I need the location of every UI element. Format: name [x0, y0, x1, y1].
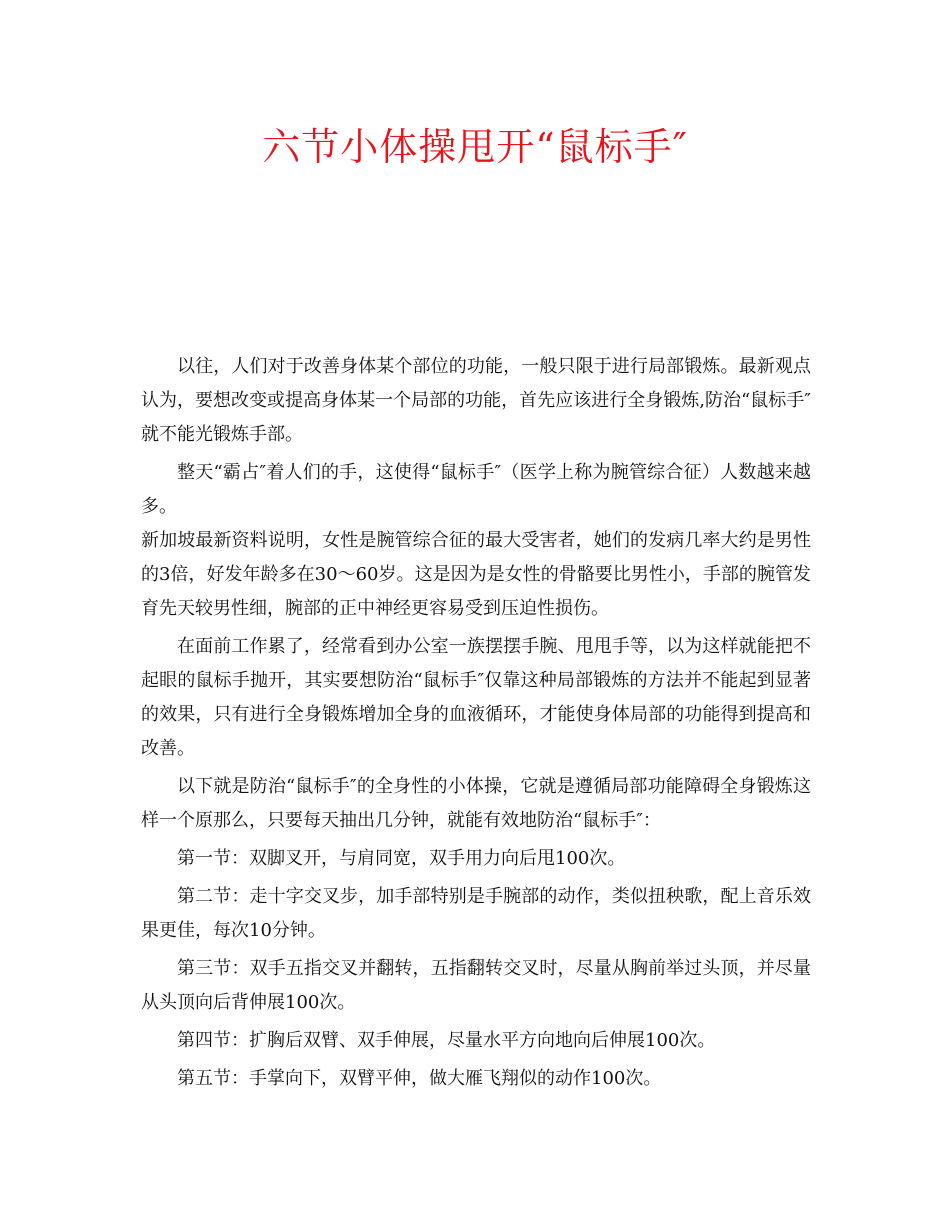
- paragraph-9: 第四节：扩胸后双臂、双手伸展，尽量水平方向地向后伸展100次。: [177, 1030, 716, 1051]
- paragraph-1: 以往，人们对于改善身体某个部位的功能，一般只限于进行局部锻炼。最新观点认为，要想改变或提高身体某一个局部的功能，首先应该进行全身锻炼,防治“鼠标手″就不能光锻炼手部。: [141, 356, 811, 445]
- paragraph-3: 新加坡最新资料说明，女性是腕管综合征的最大受害者，她们的发病几率大约是男性的3倍，好发年龄多在30～60岁。这是因为是女性的骨骼要比男性小，手部的腕管发育先天较男性细，腕部的正中神经更容易受到压迫性损伤。: [141, 530, 811, 619]
- paragraph-6: 第一节：双脚叉开，与肩同宽，双手用力向后甩100次。: [177, 848, 626, 869]
- paragraph-4: 在面前工作累了，经常看到办公室一族摆摆手腕、甩甩手等，以为这样就能把不起眼的鼠标手抛开，其实要想防治“鼠标手″仅靠这种局部锻炼的方法并不能起到显著的效果，只有进行全身锻炼增加全身的血液循环，才能使身体局部的功能得到提高和改善。: [141, 636, 811, 759]
- paragraph-5: 以下就是防治“鼠标手″的全身性的小体操，它就是遵循局部功能障碍全身锻炼这样一个原那么，只要每天抽出几分钟，就能有效地防治“鼠标手″：: [141, 776, 811, 831]
- document-body: [141, 350, 811, 1096]
- paragraph-7: 第二节：走十字交叉步，加手部特别是手腕部的动作，类似扭秧歌，配上音乐效果更佳，每次10分钟。: [141, 886, 811, 941]
- paragraph-2: 整天“霸占″着人们的手，这使得“鼠标手″（医学上称为腕管综合征）人数越来越多。: [141, 462, 811, 517]
- paragraph-10: 第五节：手掌向下，双臂平伸，做大雁飞翔似的动作100次。: [177, 1068, 662, 1089]
- document-title: 六节小体操甩开“鼠标手″: [262, 125, 688, 169]
- paragraph-8: 第三节：双手五指交叉并翻转，五指翻转交叉时，尽量从胸前举过头顶，并尽量从头顶向后背伸展100次。: [141, 958, 811, 1013]
